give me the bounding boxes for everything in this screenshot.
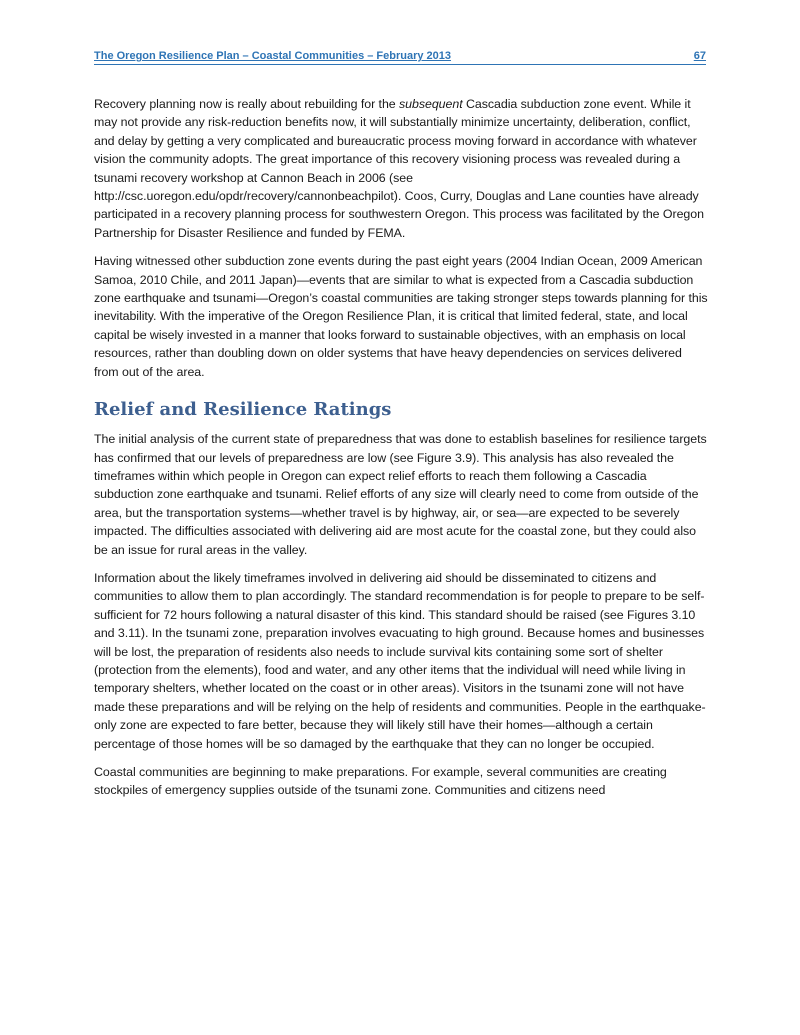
paragraph-coastal-preparations: Coastal communities are beginning to make preparations. For example, several communities are creating stockpiles of emergency supplies outside of the tsunami zone. Communities and citizens need <box>94 765 667 798</box>
paragraph-initial-analysis: The initial analysis of the current state of preparedness that was done to establish baselines for resilience targets has confirmed that our levels of preparedness are low (see Figure 3.9). This analysis has also revealed the timeframes within which people in Oregon can expect relief efforts to reach them following a Cascadia subduction zone earthquake and tsunami. Relief efforts of any size will clearly need to come from outside of the area, but the transportation systems—whether travel is by highway, air, or sea—are expected to be severely impacted. The difficulties associated with delivering aid are most acute for the coastal zone, but they could also be an issue for rural areas in the valley. <box>94 432 707 557</box>
running-header <box>94 49 706 65</box>
paragraph-text: Cascadia subduction zone event. While it may not provide any risk-reduction benefits now, it will substantially minimize uncertainty, deliberation, conflict, and delay by getting a very complicated and bureaucratic process moving forward in accordance with whatever vision the community adopts. The great importance of this recovery visioning process was revealed during a tsunami recovery workshop at Cannon Beach in 2006 (see http://csc.uoregon.edu/opdr/recovery/cannonbeachpilot). Coos, Curry, Douglas and Lane counties have already participated in a recovery planning process for southwestern Oregon. This process was facilitated by the Oregon Partnership for Disaster Resilience and funded by FEMA. <box>94 97 704 240</box>
paragraph-subduction-events: Having witnessed other subduction zone events during the past eight years (2004 Indian Ocean, 2009 American Samoa, 2010 Chile, and 2011 Japan)—events that are similar to what is expected from a Cascadia subduction zone earthquake and tsunami—Oregon’s coastal communities are taking stronger steps towards planning for this inevitability. With the imperative of the Oregon Resilience Plan, it is critical that limited federal, state, and local capital be wisely invested in a manner that looks forward to sustainable objectives, with an emphasis on local resources, rather than doubling down on older systems that have heavy dependencies on services delivered from out of the area. <box>94 254 708 379</box>
page-content <box>94 95 708 810</box>
paragraph-timeframes: Information about the likely timeframes involved in delivering aid should be disseminated to citizens and communities to allow them to plan accordingly. The standard recommendation is for people to prepare to be self-sufficient for 72 hours following a natural disaster of this kind. This standard should be raised (see Figures 3.10 and 3.11). In the tsunami zone, preparation involves evacuating to high ground. Because homes and businesses will be lost, the preparation of residents also needs to include survival kits containing some sort of shelter (protection from the elements), food and water, and any other items that the individual will need while living in temporary shelters, whether located on the coast or in other areas). Visitors in the tsunami zone will not have made these preparations and will be relying on the help of residents and communities. People in the earthquake-only zone are expected to fare better, because they will likely still have their homes—although a certain percentage of those homes will be so damaged by the earthquake that they can no longer be occupied. <box>94 570 706 751</box>
paragraph-text: Recovery planning now is really about rebuilding for the <box>94 97 400 111</box>
paragraph-recovery-planning <box>94 95 708 242</box>
emphasized-word: subsequent <box>399 97 463 111</box>
section-heading: Relief and Resilience Ratings <box>94 399 392 421</box>
page-number: 67 <box>693 50 706 62</box>
document-title: The Oregon Resilience Plan – Coastal Communities – February 2013 <box>94 50 452 62</box>
